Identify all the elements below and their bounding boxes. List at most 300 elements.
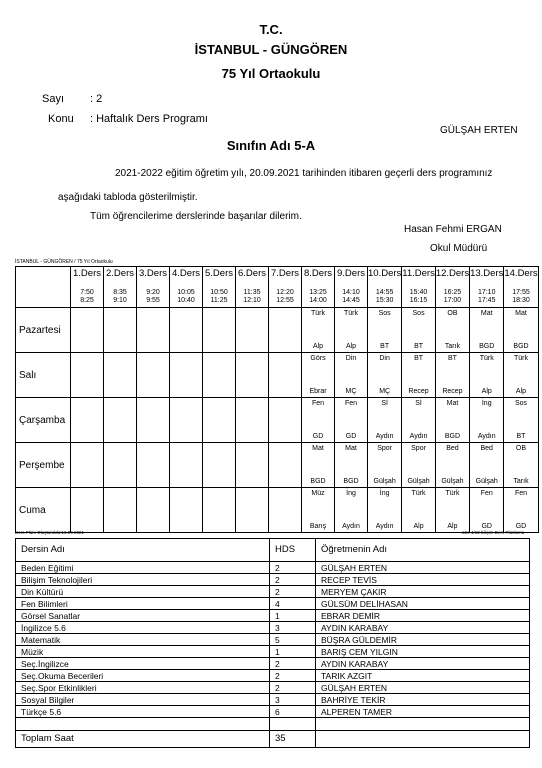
cell-teacher: GD xyxy=(345,433,357,440)
teacher-row xyxy=(16,670,530,682)
period-header xyxy=(71,267,104,308)
cell-subject: Türk xyxy=(445,490,460,497)
cell-subject: Türk xyxy=(479,355,494,362)
day-name: Pazartesi xyxy=(16,308,71,353)
schedule-day-row xyxy=(16,443,539,488)
period-name: 4.Ders xyxy=(172,268,200,279)
schedule-cell xyxy=(335,488,368,533)
cell-subject: İng xyxy=(346,490,356,497)
schedule-cell xyxy=(435,488,469,533)
schedule-table xyxy=(15,266,539,533)
schedule-corner xyxy=(16,267,71,308)
cell-teacher: Alp xyxy=(345,343,357,350)
schedule-cell xyxy=(104,488,137,533)
cell-teacher: BGD xyxy=(479,343,495,350)
period-end: 16:15 xyxy=(409,297,428,304)
period-end: 9:10 xyxy=(113,297,127,304)
period-end: 12:55 xyxy=(276,297,294,304)
konu-label: Konu xyxy=(48,113,74,125)
schedule-cell xyxy=(71,488,104,533)
lesson-hours: 2 xyxy=(270,562,316,574)
period-end: 9:55 xyxy=(146,297,160,304)
teacher-row xyxy=(16,658,530,670)
period-start: 10:05 xyxy=(177,289,195,296)
teacher-row xyxy=(16,694,530,706)
schedule-cell xyxy=(302,443,335,488)
schedule-cell xyxy=(269,488,302,533)
schedule-cell xyxy=(104,398,137,443)
cell-subject: Türk xyxy=(311,310,325,317)
period-time xyxy=(236,289,268,305)
teacher-row xyxy=(16,706,530,718)
period-header xyxy=(335,267,368,308)
header-teacher: Öğretmenin Adı xyxy=(316,539,530,562)
teacher-name: AYDIN KARABAY xyxy=(316,658,530,670)
cell-teacher: Aydın xyxy=(342,523,360,530)
schedule-cell xyxy=(203,488,236,533)
period-start: 16:25 xyxy=(443,289,462,296)
period-header xyxy=(402,267,436,308)
teacher-name: GÜLŞAH ERTEN xyxy=(316,562,530,574)
cell-subject: Fen xyxy=(480,490,493,497)
teacher-row xyxy=(16,634,530,646)
lesson-name: Müzik xyxy=(16,646,270,658)
cell-subject: Müz xyxy=(311,490,325,497)
schedule-cell xyxy=(269,353,302,398)
schedule-cell xyxy=(302,308,335,353)
cell-teacher: MÇ xyxy=(379,388,391,395)
schedule-cell xyxy=(470,443,504,488)
cell-teacher: BT xyxy=(516,433,526,440)
schedule-cell xyxy=(269,308,302,353)
cell-subject: Din xyxy=(345,355,357,362)
schedule-cell xyxy=(402,353,436,398)
period-start: 7:50 xyxy=(80,289,94,296)
lesson-name: Din Kültürü xyxy=(16,586,270,598)
schedule-footer-left: Ders Planı Oluşturuldu:16.09.2021 xyxy=(15,530,85,535)
teacher-name: AYDIN KARABAY xyxy=(316,622,530,634)
konu-value: : Haftalık Ders Programı xyxy=(90,113,208,125)
teacher-row xyxy=(16,622,530,634)
schedule-cell xyxy=(368,308,402,353)
teacher-name: GÜLSÜM DELİHASAN xyxy=(316,598,530,610)
cell-subject: BT xyxy=(447,355,457,362)
period-start: 13:25 xyxy=(309,289,327,296)
cell-teacher: BGD xyxy=(513,343,529,350)
spacer-cell xyxy=(16,718,270,731)
period-start: 8:35 xyxy=(113,289,127,296)
teacher-row xyxy=(16,598,530,610)
cell-teacher: Alp xyxy=(312,343,324,350)
period-start: 17:55 xyxy=(512,289,530,296)
schedule-cell xyxy=(470,353,504,398)
total-row xyxy=(16,731,530,748)
cell-teacher: BGD xyxy=(343,478,359,485)
schedule-cell xyxy=(170,443,203,488)
period-header xyxy=(435,267,469,308)
period-header xyxy=(302,267,335,308)
day-name: Çarşamba xyxy=(16,398,71,443)
period-time xyxy=(402,289,435,305)
period-time xyxy=(504,289,537,305)
lesson-name: İngilizce 5.6 xyxy=(16,622,270,634)
period-start: 9:20 xyxy=(146,289,160,296)
cell-teacher: Alp xyxy=(481,388,492,395)
schedule-cell xyxy=(236,353,269,398)
lesson-name: Fen Bilimleri xyxy=(16,598,270,610)
lesson-name: Beden Eğitimi xyxy=(16,562,270,574)
header-hours: HDS xyxy=(270,539,316,562)
schedule-cell xyxy=(368,398,402,443)
schedule-cell xyxy=(470,308,504,353)
cell-subject: Fen xyxy=(344,400,358,407)
period-start: 11:35 xyxy=(243,289,261,296)
schedule-cell xyxy=(435,308,469,353)
schedule-cell xyxy=(402,488,436,533)
schedule-cell xyxy=(504,353,538,398)
schedule-cell xyxy=(335,308,368,353)
cell-teacher: Barış xyxy=(309,523,327,530)
teacher-row xyxy=(16,586,530,598)
schedule-cell xyxy=(335,443,368,488)
cell-subject: OB xyxy=(515,445,527,452)
lesson-name: Seç.İngilizce xyxy=(16,658,270,670)
cell-teacher: Alp xyxy=(447,523,458,530)
cell-teacher: Alp xyxy=(413,523,424,530)
period-start: 14:10 xyxy=(342,289,360,296)
day-name: Salı xyxy=(16,353,71,398)
period-name: 8.Ders xyxy=(304,268,332,279)
cell-subject: Sos xyxy=(412,310,425,317)
period-name: 5.Ders xyxy=(205,268,233,279)
period-name: 7.Ders xyxy=(271,268,299,279)
schedule-cell xyxy=(104,353,137,398)
cell-teacher: BGD xyxy=(310,478,326,485)
period-header xyxy=(104,267,137,308)
schedule-cell xyxy=(137,308,170,353)
schedule-cell xyxy=(104,443,137,488)
cell-teacher: Aydın xyxy=(375,523,394,530)
lesson-name: Seç.Spor Etkinlikleri xyxy=(16,682,270,694)
cell-teacher: GD xyxy=(515,523,527,530)
sayi-value: : 2 xyxy=(90,93,103,105)
period-time xyxy=(436,289,469,305)
cell-teacher: GD xyxy=(312,433,324,440)
lesson-name: Türkçe 5.6 xyxy=(16,706,270,718)
period-name: 9.Ders xyxy=(337,268,365,279)
schedule-cell xyxy=(137,443,170,488)
period-start: 14:55 xyxy=(375,289,394,296)
schedule-cell xyxy=(302,353,335,398)
schedule-cell xyxy=(236,308,269,353)
schedule-cell xyxy=(71,353,104,398)
lesson-name: Sosyal Bilgiler xyxy=(16,694,270,706)
schedule-cell xyxy=(170,353,203,398)
schedule-cell xyxy=(170,308,203,353)
period-header xyxy=(504,267,538,308)
header-tc: T.C. xyxy=(259,22,283,37)
schedule-cell xyxy=(402,398,436,443)
cell-subject: Mat xyxy=(345,445,357,452)
spacer-cell xyxy=(270,718,316,731)
period-header xyxy=(269,267,302,308)
schedule-day-row xyxy=(16,308,539,353)
period-end: 17:45 xyxy=(477,297,496,304)
period-time xyxy=(368,289,401,305)
total-value: 35 xyxy=(270,731,316,748)
period-name: 2.Ders xyxy=(106,268,134,279)
period-time xyxy=(170,289,202,305)
period-end: 10:40 xyxy=(177,297,195,304)
cell-subject: Din xyxy=(379,355,390,362)
schedule-cell xyxy=(71,443,104,488)
total-empty xyxy=(316,731,530,748)
period-time xyxy=(104,289,136,305)
cell-teacher: BT xyxy=(380,343,390,350)
lesson-hours: 6 xyxy=(270,706,316,718)
cell-subject: İng xyxy=(379,490,390,497)
teacher-name: BÜŞRA GÜLDEMİR xyxy=(316,634,530,646)
cell-subject: BT xyxy=(414,355,424,362)
spacer-cell xyxy=(316,718,530,731)
cell-subject: Sİ xyxy=(381,400,388,407)
teacher-row xyxy=(16,682,530,694)
schedule-cell xyxy=(335,398,368,443)
schedule-cell xyxy=(302,398,335,443)
period-end: 18:30 xyxy=(512,297,530,304)
schedule-cell xyxy=(302,488,335,533)
schedule-cell xyxy=(435,398,469,443)
cell-subject: OB xyxy=(447,310,458,317)
teacher-spacer-row xyxy=(16,718,530,731)
period-start: 15:40 xyxy=(409,289,428,296)
lesson-hours: 3 xyxy=(270,694,316,706)
schedule-day-row xyxy=(16,488,539,533)
cell-teacher: Tarık xyxy=(513,478,529,485)
period-start: 10:50 xyxy=(210,289,228,296)
schedule-cell xyxy=(368,353,402,398)
cell-teacher: Gülşah xyxy=(441,478,464,485)
schedule-cell xyxy=(504,443,538,488)
teacher-table xyxy=(15,538,530,748)
teacher-row xyxy=(16,574,530,586)
principal-title: Okul Müdürü xyxy=(430,243,488,254)
period-end: 12:10 xyxy=(243,297,261,304)
period-header xyxy=(203,267,236,308)
cell-teacher: Gülşah xyxy=(475,478,498,485)
period-name: 14.Ders xyxy=(504,268,538,279)
schedule-cell xyxy=(470,398,504,443)
teacher-row xyxy=(16,610,530,622)
period-time xyxy=(302,289,334,305)
period-time xyxy=(335,289,367,305)
period-header xyxy=(368,267,402,308)
period-start: 12:20 xyxy=(276,289,294,296)
schedule-cell xyxy=(137,398,170,443)
paragraph-2: aşağıdaki tabloda gösterilmiştir. xyxy=(58,192,198,203)
cell-subject: Bed xyxy=(480,445,493,452)
teacher-name: TARIK AZGIT xyxy=(316,670,530,682)
schedule-cell xyxy=(71,398,104,443)
period-end: 15:30 xyxy=(375,297,394,304)
schedule-cell xyxy=(203,398,236,443)
cell-subject: Fen xyxy=(514,490,528,497)
lesson-hours: 1 xyxy=(270,610,316,622)
lesson-name: Görsel Sanatlar xyxy=(16,610,270,622)
period-time xyxy=(269,289,301,305)
schedule-cell xyxy=(236,398,269,443)
cell-subject: Görs xyxy=(310,355,326,362)
lesson-hours: 2 xyxy=(270,670,316,682)
period-name: 13.Ders xyxy=(470,268,504,279)
header-school: 75 Yıl Ortaokulu xyxy=(221,66,321,81)
schedule-cell xyxy=(104,308,137,353)
lesson-hours: 3 xyxy=(270,622,316,634)
lesson-hours: 1 xyxy=(270,646,316,658)
cell-teacher: Recep xyxy=(408,388,429,395)
schedule-cell xyxy=(368,488,402,533)
teacher-name: EBRAR DEMİR xyxy=(316,610,530,622)
lesson-name: Bilişim Teknolojileri xyxy=(16,574,270,586)
lesson-hours: 2 xyxy=(270,658,316,670)
schedule-cell xyxy=(137,488,170,533)
header-lesson: Dersin Adı xyxy=(16,539,270,562)
schedule-cell xyxy=(504,488,538,533)
period-header xyxy=(470,267,504,308)
period-end: 17:00 xyxy=(443,297,462,304)
teacher-row xyxy=(16,646,530,658)
schedule-cell xyxy=(435,443,469,488)
period-end: 11:25 xyxy=(210,297,228,304)
teacher-name: ALPEREN TAMER xyxy=(316,706,530,718)
period-end: 14:00 xyxy=(309,297,327,304)
sayi-label: Sayı xyxy=(42,93,65,105)
cell-teacher: Alp xyxy=(515,388,527,395)
cell-teacher: Aydın xyxy=(477,433,496,440)
cell-subject: Mat xyxy=(515,310,527,317)
period-name: 12.Ders xyxy=(435,268,470,279)
cell-teacher: Recep xyxy=(442,388,463,395)
cell-teacher: GD xyxy=(481,523,492,530)
period-end: 14:45 xyxy=(342,297,360,304)
cell-subject: Spor xyxy=(377,445,393,452)
lesson-name: Seç.Okuma Becerileri xyxy=(16,670,270,682)
schedule-cell xyxy=(269,398,302,443)
teacher-name: GÜLŞAH ERTEN xyxy=(316,682,530,694)
lesson-hours: 2 xyxy=(270,574,316,586)
day-name: Perşembe xyxy=(16,443,71,488)
total-label: Toplam Saat xyxy=(16,731,270,748)
schedule-cell xyxy=(470,488,504,533)
cell-subject: Bed xyxy=(446,445,459,452)
cell-teacher: Gülşah xyxy=(373,478,396,485)
lesson-name: Matematik xyxy=(16,634,270,646)
schedule-cell xyxy=(402,443,436,488)
schedule-cell xyxy=(203,353,236,398)
principal-name: Hasan Fehmi ERGAN xyxy=(404,224,502,235)
cell-subject: Sİ xyxy=(415,400,422,407)
schedule-cell xyxy=(71,308,104,353)
teacher-header-row xyxy=(16,539,530,562)
schedule-cell xyxy=(170,488,203,533)
cell-teacher: MÇ xyxy=(345,388,357,395)
cell-teacher: Aydın xyxy=(409,433,428,440)
cell-subject: Sos xyxy=(514,400,528,407)
schedule-day-row xyxy=(16,398,539,443)
lesson-hours: 5 xyxy=(270,634,316,646)
paragraph-1: 2021-2022 eğitim öğretim yılı, 20.09.2021 tarihinden itibaren geçerli ders programınız xyxy=(115,168,493,179)
cell-subject: Sos xyxy=(378,310,391,317)
schedule-cell xyxy=(504,308,538,353)
period-header xyxy=(236,267,269,308)
cell-subject: Mat xyxy=(312,445,324,452)
schedule-day-row xyxy=(16,353,539,398)
schedule-cell xyxy=(236,443,269,488)
period-header xyxy=(170,267,203,308)
teacher-name: BARIŞ CEM YILGIN xyxy=(316,646,530,658)
period-time xyxy=(470,289,503,305)
cell-teacher: Aydın xyxy=(375,433,394,440)
cell-teacher: BT xyxy=(414,343,424,350)
schedule-cell xyxy=(236,488,269,533)
period-header xyxy=(137,267,170,308)
period-name: 10.Ders xyxy=(368,268,402,279)
schedule-cell xyxy=(335,353,368,398)
period-time xyxy=(71,289,103,305)
header-district: İSTANBUL - GÜNGÖREN xyxy=(194,42,348,57)
schedule-cell xyxy=(368,443,402,488)
teacher-name: BAHRİYE TEKİR xyxy=(316,694,530,706)
schedule-cell xyxy=(137,353,170,398)
right-name: GÜLŞAH ERTEN xyxy=(440,125,518,136)
cell-teacher: Gülşah xyxy=(407,478,430,485)
schedule-footer-right: aSc 4/12 bilişim Ders Planlama xyxy=(462,530,525,535)
period-name: 1.Ders xyxy=(73,268,101,279)
cell-subject: Mat xyxy=(480,310,493,317)
schedule-cell xyxy=(402,308,436,353)
schedule-cell xyxy=(435,353,469,398)
schedule-cell xyxy=(203,308,236,353)
period-name: 3.Ders xyxy=(139,268,167,279)
period-start: 17:10 xyxy=(477,289,496,296)
lesson-hours: 4 xyxy=(270,598,316,610)
lesson-hours: 2 xyxy=(270,682,316,694)
cell-subject: Fen xyxy=(311,400,325,407)
cell-subject: Mat xyxy=(446,400,459,407)
cell-subject: Türk xyxy=(513,355,528,362)
teacher-name: MERYEM ÇAKIR xyxy=(316,586,530,598)
period-name: 11.Ders xyxy=(402,268,435,279)
period-time xyxy=(137,289,169,305)
teacher-name: RECEP TEVİS xyxy=(316,574,530,586)
cell-subject: Türk xyxy=(344,310,358,317)
cell-subject: İng xyxy=(481,400,492,407)
period-end: 8:25 xyxy=(80,297,94,304)
paragraph-3: Tüm öğrencilerime derslerinde başarılar dilerim. xyxy=(90,211,302,222)
schedule-caption: İSTANBUL - GÜNGÖREN / 75 Yıl Ortaokulu xyxy=(15,259,113,265)
period-name: 6.Ders xyxy=(238,268,266,279)
cell-teacher: BGD xyxy=(444,433,461,440)
cell-teacher: Ebrar xyxy=(309,388,327,395)
schedule-header-row xyxy=(16,267,539,308)
class-title: Sınıfın Adı 5-A xyxy=(226,138,316,153)
period-time xyxy=(203,289,235,305)
teacher-row xyxy=(16,562,530,574)
cell-subject: Spor xyxy=(411,445,426,452)
schedule-cell xyxy=(504,398,538,443)
schedule-cell xyxy=(269,443,302,488)
cell-teacher: Tarık xyxy=(444,343,461,350)
